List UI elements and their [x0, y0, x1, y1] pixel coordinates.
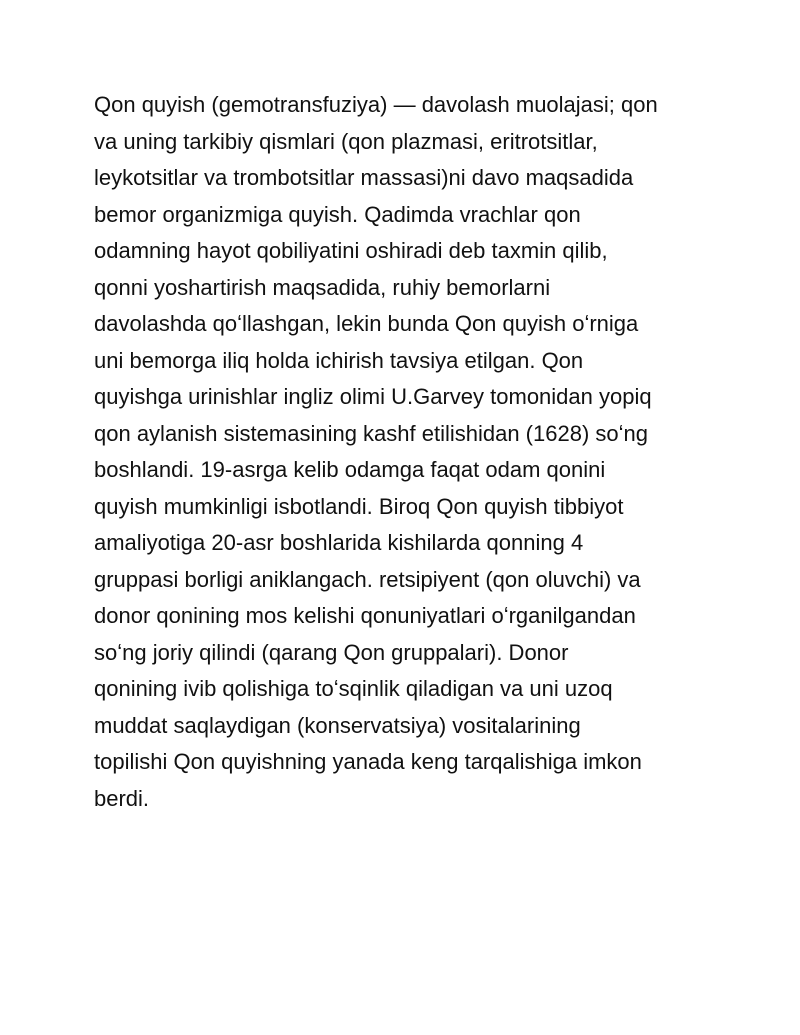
paragraph-line-12: quyish mumkinligi isbotlandi. Biroq Qon quyish tibbiyot [94, 493, 624, 519]
paragraph-line-20: berdi. [94, 785, 150, 811]
paragraph-line-10: qon aylanish sistemasining kashf etilishidan (1628) soʻng [94, 420, 648, 446]
paragraph-line-5: odamning hayot qobiliyatini oshiradi deb taxmin qilib, [94, 238, 608, 263]
paragraph-line-2: va uning tarkibiy qismlari (qon plazmasi, eritrotsitlar, [94, 128, 598, 154]
body-paragraph [94, 87, 724, 817]
paragraph-line-13: amaliyotiga 20-asr boshlarida kishilarda qonning 4 [94, 530, 584, 555]
paragraph-line-11: boshlandi. 19-asrga kelib odamga faqat odam qonini [94, 457, 606, 482]
paragraph-line-15: donor qonining mos kelishi qonuniyatlari oʻrganilgandan [94, 603, 636, 628]
paragraph-line-17: qonining ivib qolishiga toʻsqinlik qiladigan va uni uzoq [94, 676, 613, 701]
paragraph-line-3: leykotsitlar va trombotsitlar massasi)ni davo maqsadida [94, 165, 634, 190]
paragraph-line-9: quyishga urinishlar ingliz olimi U.Garvey tomonidan yopiq [94, 384, 652, 409]
paragraph-line-14: gruppasi borligi aniklangach. retsipiyent (qon oluvchi) va [94, 566, 641, 592]
paragraph-line-19: topilishi Qon quyishning yanada keng tarqalishiga imkon [94, 749, 642, 774]
paragraph-line-18: muddat saqlaydigan (konservatsiya) vositalarining [94, 712, 581, 738]
paragraph-line-7: davolashda qoʻllashgan, lekin bunda Qon quyish oʻrniga [94, 311, 639, 336]
paragraph-line-16: soʻng joriy qilindi (qarang Qon gruppalari). Donor [94, 639, 569, 665]
paragraph-line-4: bemor organizmiga quyish. Qadimda vrachlar qon [94, 201, 581, 227]
paragraph-line-1: Qon quyish (gemotransfuziya) — davolash muolajasi; qon [94, 92, 658, 117]
paragraph-line-6: qonni yoshartirish maqsadida, ruhiy bemorlarni [94, 274, 551, 300]
paragraph-line-8: uni bemorga iliq holda ichirish tavsiya etilgan. Qon [94, 347, 584, 373]
